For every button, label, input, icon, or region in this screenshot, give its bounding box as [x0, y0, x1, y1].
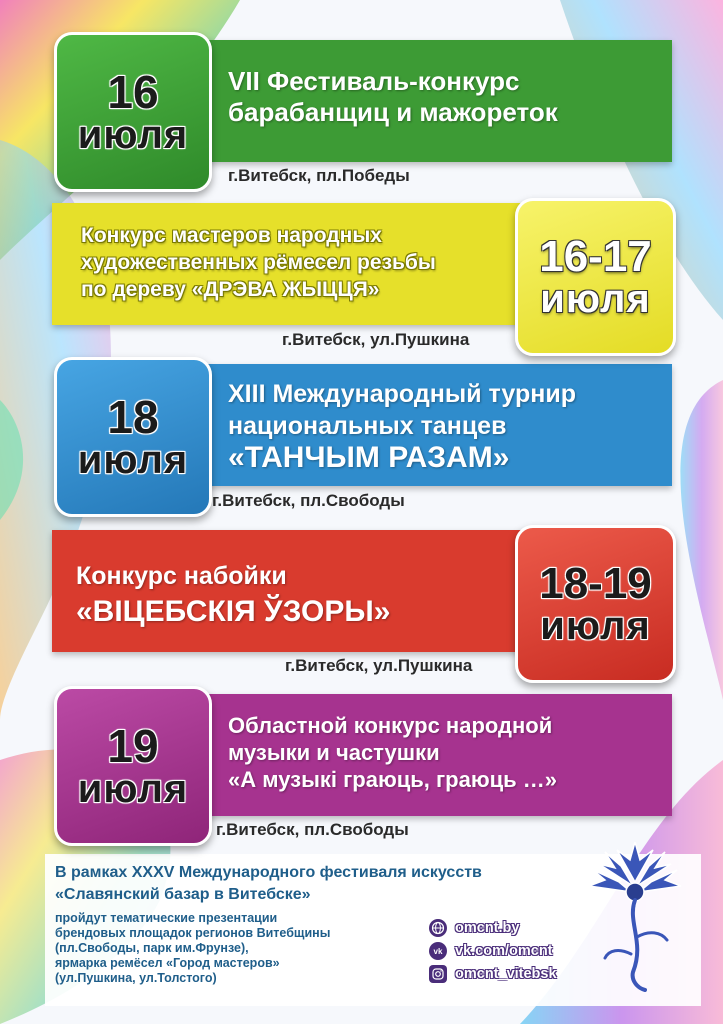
event-date-month: июля	[77, 767, 189, 811]
event-date-day: 18-19	[539, 559, 652, 608]
event-title-line: национальных танцев	[228, 412, 507, 440]
instagram-link[interactable]	[429, 965, 557, 983]
contact-text: omcnt_vitebsk	[455, 966, 557, 982]
vk-link[interactable]	[429, 942, 553, 960]
website-link[interactable]	[429, 919, 519, 937]
info-heading: «Славянский базар в Витебске»	[55, 886, 311, 903]
svg-text:vk: vk	[433, 947, 443, 956]
event-date-month: июля	[540, 277, 651, 321]
info-text-line: брендовых площадок регионов Витебщины	[55, 926, 331, 940]
event-date-box-1	[54, 32, 212, 192]
event-location-1: г.Витебск, пл.Победы	[228, 166, 410, 185]
event-location-4: г.Витебск, ул.Пушкина	[285, 656, 473, 675]
event-date-day: 18	[107, 391, 159, 443]
vk-icon	[429, 942, 447, 960]
event-title-line: «ТАНЧЫМ РАЗАМ»	[228, 441, 510, 474]
info-heading: В рамках XXXV Международного фестиваля искусств	[55, 864, 482, 881]
event-title-line: Областной конкурс народной	[228, 713, 553, 738]
event-location-3: г.Витебск, пл.Свободы	[212, 491, 405, 510]
info-text-line: (ул.Пушкина, ул.Толстого)	[55, 971, 217, 985]
event-title-4	[76, 558, 390, 630]
event-title-line: Конкурс набойки	[76, 562, 287, 590]
event-date-box-2	[515, 198, 676, 356]
event-title-line: «А музыкі граюць, граюць …»	[228, 767, 558, 792]
event-title-2	[81, 222, 436, 303]
event-title-line: XIII Международный турнир	[228, 380, 576, 408]
info-text-line: ярмарка ремёсел «Город мастеров»	[55, 956, 280, 970]
event-date-box-4	[515, 525, 676, 683]
globe-icon	[429, 919, 447, 937]
instagram-icon	[429, 965, 447, 983]
contact-text: omcnt.by	[455, 920, 520, 936]
event-date-day: 16-17	[539, 232, 652, 281]
event-date-month: июля	[77, 438, 189, 482]
event-date-box-5	[54, 686, 212, 846]
event-date-month: июля	[77, 113, 189, 157]
event-title-line: музыки и частушки	[228, 740, 440, 765]
cornflower-logo	[575, 842, 695, 992]
event-title-1	[228, 66, 558, 128]
info-text-line: пройдут тематические презентации	[55, 911, 278, 925]
event-title-line: по дереву «ДРЭВА ЖЫЦЦЯ»	[81, 278, 380, 301]
event-title-line: «ВІЦЕБСКІЯ ЎЗОРЫ»	[76, 595, 391, 628]
event-title-line: Конкурс мастеров народных	[81, 224, 382, 247]
info-text-line: (пл.Свободы, парк им.Фрунзе),	[55, 941, 249, 955]
event-title-line: VII Фестиваль-конкурс	[228, 66, 520, 96]
event-title-line: барабанщиц и мажореток	[228, 97, 558, 127]
event-location-2: г.Витебск, ул.Пушкина	[282, 330, 470, 349]
event-title-5	[228, 712, 557, 793]
event-title-3	[228, 378, 576, 474]
event-date-month: июля	[540, 604, 651, 648]
event-location-5: г.Витебск, пл.Свободы	[216, 820, 409, 839]
event-title-line: художественных рёмесел резьбы	[81, 251, 436, 274]
contact-text: vk.com/omcnt	[455, 943, 553, 959]
event-date-day: 16	[107, 66, 159, 118]
event-date-box-3	[54, 357, 212, 517]
event-date-day: 19	[107, 720, 159, 772]
festival-info-box	[45, 854, 701, 1006]
